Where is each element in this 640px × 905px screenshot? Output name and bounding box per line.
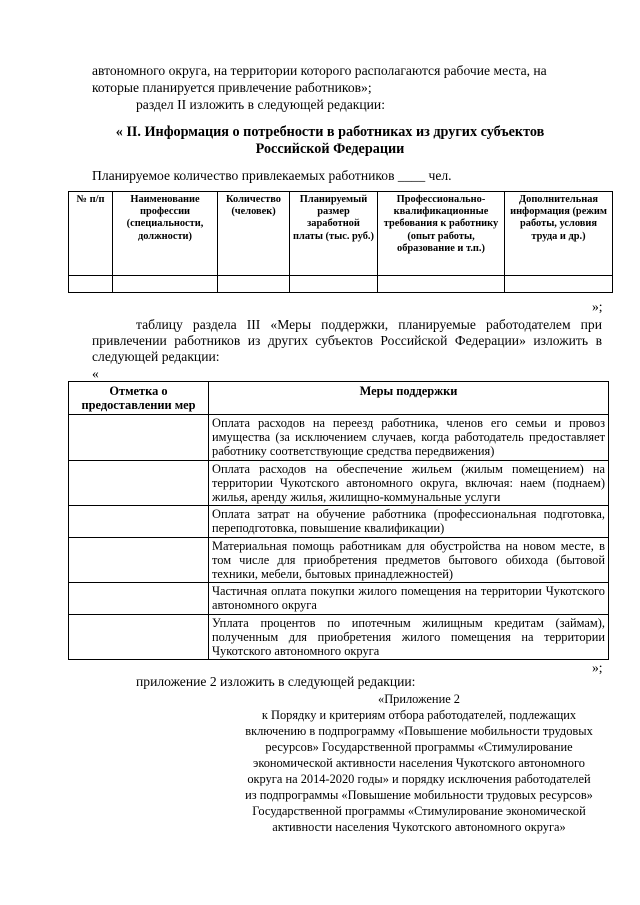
appendix-2-line: Государственной программы «Стимулирование экономической (252, 804, 586, 818)
support-measure-mortgage-interest: Уплата процентов по ипотечным жилищным кредитам (займам), полученным для приобретения жилого помещения на территории Чукотского автономного округа (209, 614, 609, 660)
support-measure-relocation: Оплата расходов на переезд работника, членов его семьи и провоз имущества (за исключением случаев, когда работодатель предоставляет работнику соответствующие средства передвижения) (209, 415, 609, 461)
appendix-2-title: «Приложение 2 (378, 692, 460, 706)
table-cell (113, 276, 218, 293)
mark-cell (69, 583, 209, 614)
intro-line-2: которые планируется привлечение работников»; (92, 80, 372, 95)
support-table-closing-quote: »; (592, 660, 603, 675)
table-header-row (69, 192, 613, 276)
appendix-2-line: округа на 2014-2020 годы» и порядку исключения работодателей (247, 772, 591, 786)
header-mark: Отметка о предоставлении мер (69, 382, 209, 415)
table-cell (505, 276, 613, 293)
support-table-header-row (69, 382, 609, 415)
appendix-2-line: ресурсов» Государственной программы «Стимулирование (265, 740, 573, 754)
appendix-2-line: экономической активности населения Чукотского автономного (253, 756, 585, 770)
table-row (69, 506, 609, 537)
section-2-title-line-2: Российской Федерации (255, 141, 405, 157)
table-row (69, 614, 609, 660)
table-cell (218, 276, 290, 293)
mark-cell (69, 614, 209, 660)
planned-workers-count: Планируемое количество привлекаемых работников ____ чел. (92, 168, 452, 183)
section-3-intro-text: таблицу раздела III «Меры поддержки, планируемые работодателем при привлечении работников из других субъектов Российской Федерации» изложить в следующей редакции: (92, 317, 602, 364)
header-support-measures: Меры поддержки (209, 382, 609, 415)
header-requirements: Профессионально-квалификационные требования к работнику (опыт работы, образование и т.п.) (378, 192, 505, 276)
mark-cell (69, 460, 209, 506)
appendix-2-intro: приложение 2 изложить в следующей редакции: (136, 674, 416, 689)
appendix-2-line: к Порядку и критериям отбора работодателей, подлежащих (261, 708, 577, 722)
table-row (69, 460, 609, 506)
intro-line-1: автономного округа, на территории которого располагаются рабочие места, на (92, 63, 547, 78)
support-measure-housing-purchase: Частичная оплата покупки жилого помещения на территории Чукотского автономного округа (209, 583, 609, 614)
mark-cell (69, 537, 209, 583)
mark-cell (69, 506, 209, 537)
appendix-2-line: из подпрограммы «Повышение мобильности трудовых ресурсов» (245, 788, 593, 802)
table-row (69, 583, 609, 614)
section-2-closing-quote: »; (592, 299, 603, 314)
table-cell (290, 276, 378, 293)
workers-need-table (68, 191, 613, 293)
mark-cell (69, 415, 209, 461)
header-profession: Наименование профессии (специальности, должности) (113, 192, 218, 276)
table-row (69, 415, 609, 461)
support-measure-training: Оплата затрат на обучение работника (профессиональная подготовка, переподготовка, повышение квалификации) (209, 506, 609, 537)
header-number: № п/п (69, 192, 113, 276)
support-measure-material-aid: Материальная помощь работникам для обустройства на новом месте, в том числе для приобретения предметов бытового обихода (бытовой техники, мебели, бытовых принадлежностей) (209, 537, 609, 583)
section-3-open-quote: « (92, 366, 99, 381)
appendix-2-line: активности населения Чукотского автономного округа» (272, 820, 566, 834)
intro-line-3: раздел II изложить в следующей редакции: (136, 97, 385, 112)
section-2-title-line-1: « II. Информация о потребности в работниках из других субъектов (115, 124, 545, 140)
support-measures-table (68, 381, 609, 660)
table-cell (69, 276, 113, 293)
header-salary: Планируемый размер заработной платы (тыс. руб.) (290, 192, 378, 276)
header-additional-info: Дополнительная информация (режим работы, условия труда и др.) (505, 192, 613, 276)
table-row (69, 537, 609, 583)
support-measure-housing: Оплата расходов на обеспечение жильем (жилым помещением) на территории Чукотского автономного округа, включая: наем (поднаем) жилья, аренду жилья, жилищно-коммунальные услуги (209, 460, 609, 506)
appendix-2-line: включению в подпрограмму «Повышение мобильности трудовых (245, 724, 593, 738)
table-empty-row (69, 276, 613, 293)
header-quantity: Количество (человек) (218, 192, 290, 276)
table-cell (378, 276, 505, 293)
